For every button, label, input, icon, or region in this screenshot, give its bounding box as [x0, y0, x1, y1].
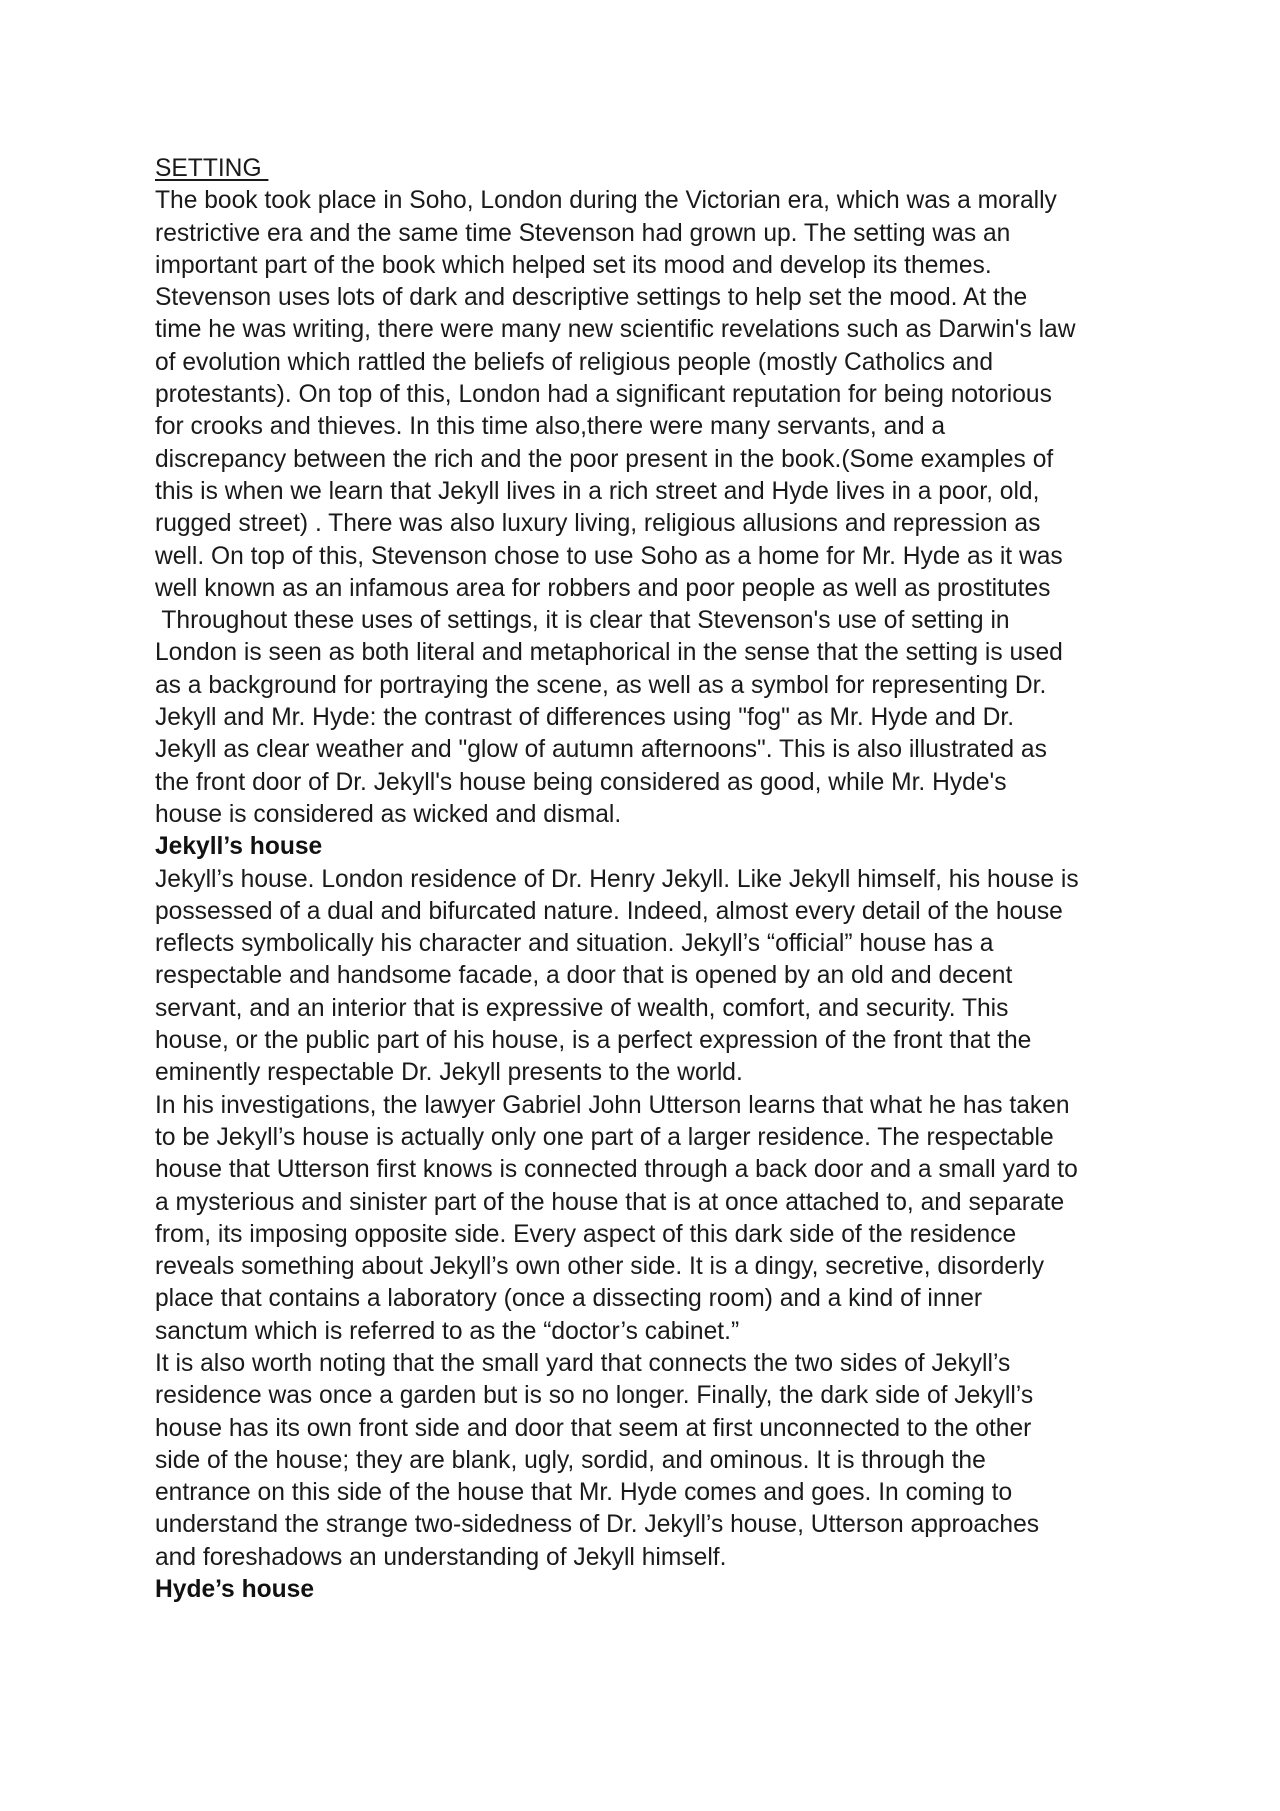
jekyll-house-paragraph: [155, 864, 1155, 1575]
text-line: of evolution which rattled the beliefs of religious people (mostly Catholics and: [155, 348, 994, 376]
text-line: Jekyll as clear weather and "glow of autumn afternoons". This is also illustrated as: [155, 736, 1047, 764]
text-line: respectable and handsome facade, a door that is opened by an old and decent: [155, 962, 1013, 990]
text-line: London is seen as both literal and metaphorical in the sense that the setting is used: [155, 639, 1063, 667]
text-line: discrepancy between the rich and the poor present in the book.(Some examples of: [155, 445, 1054, 473]
text-line: residence was once a garden but is so no longer. Finally, the dark side of Jekyll’s: [155, 1382, 1034, 1410]
text-line: important part of the book which helped set its mood and develop its themes.: [155, 251, 992, 279]
text-line: well. On top of this, Stevenson chose to use Soho as a home for Mr. Hyde as it was: [155, 542, 1063, 570]
text-line: to be Jekyll’s house is actually only one part of a larger residence. The respectable: [155, 1123, 1054, 1151]
text-line: from, its imposing opposite side. Every aspect of this dark side of the residence: [155, 1220, 1017, 1248]
text-line: Jekyll and Mr. Hyde: the contrast of differences using "fog" as Mr. Hyde and Dr.: [155, 704, 1015, 732]
text-line: eminently respectable Dr. Jekyll presents to the world.: [155, 1059, 743, 1087]
text-line: place that contains a laboratory (once a dissecting room) and a kind of inner: [155, 1285, 983, 1313]
text-line: Stevenson uses lots of dark and descriptive settings to help set the mood. At the: [155, 284, 1028, 312]
text-line: well known as an infamous area for robbers and poor people as well as prostitutes: [155, 574, 1051, 602]
hyde-house-heading: Hyde’s house: [155, 1576, 314, 1604]
text-line: and foreshadows an understanding of Jekyll himself.: [155, 1543, 727, 1571]
text-line: a mysterious and sinister part of the house that is at once attached to, and separate: [155, 1188, 1065, 1216]
text-line: the front door of Dr. Jekyll's house being considered as good, while Mr. Hyde's: [155, 768, 1007, 796]
text-line: possessed of a dual and bifurcated nature. Indeed, almost every detail of the house: [155, 897, 1063, 925]
text-line: this is when we learn that Jekyll lives in a rich street and Hyde lives in a poor, old,: [155, 477, 1040, 505]
text-line: for crooks and thieves. In this time also,there were many servants, and a: [155, 413, 946, 441]
text-line: In his investigations, the lawyer Gabriel John Utterson learns that what he has taken: [155, 1091, 1070, 1119]
text-line: It is also worth noting that the small yard that connects the two sides of Jekyll’s: [155, 1349, 1011, 1377]
text-line: understand the strange two-sidedness of Dr. Jekyll’s house, Utterson approaches: [155, 1511, 1040, 1539]
text-line: restrictive era and the same time Stevenson had grown up. The setting was an: [155, 219, 1011, 247]
setting-paragraph: [155, 185, 1155, 831]
text-line: reveals something about Jekyll’s own other side. It is a dingy, secretive, disorderly: [155, 1253, 1044, 1281]
text-line: rugged street) . There was also luxury living, religious allusions and repression as: [155, 510, 1041, 538]
text-line: reflects symbolically his character and situation. Jekyll’s “official” house has a: [155, 930, 994, 958]
text-line: servant, and an interior that is expressive of wealth, comfort, and security. This: [155, 994, 1009, 1022]
text-line: Throughout these uses of settings, it is clear that Stevenson's use of setting in: [155, 607, 1010, 635]
text-line: side of the house; they are blank, ugly, sordid, and ominous. It is through the: [155, 1446, 986, 1474]
setting-heading: SETTING: [155, 155, 269, 182]
text-line: entrance on this side of the house that Mr. Hyde comes and goes. In coming to: [155, 1479, 1013, 1507]
text-line: Jekyll’s house. London residence of Dr. Henry Jekyll. Like Jekyll himself, his house is: [155, 865, 1079, 893]
text-line: as a background for portraying the scene, as well as a symbol for representing Dr.: [155, 671, 1047, 699]
document-page: [155, 153, 1155, 1606]
text-line: sanctum which is referred to as the “doctor’s cabinet.”: [155, 1317, 740, 1345]
text-line: The book took place in Soho, London during the Victorian era, which was a morally: [155, 187, 1057, 215]
text-line: house has its own front side and door that seem at first unconnected to the other: [155, 1414, 1032, 1442]
text-line: house, or the public part of his house, is a perfect expression of the front that the: [155, 1027, 1032, 1055]
text-line: protestants). On top of this, London had a significant reputation for being notorious: [155, 381, 1052, 409]
text-line: house that Utterson first knows is connected through a back door and a small yard to: [155, 1156, 1078, 1184]
text-line: house is considered as wicked and dismal.: [155, 800, 622, 828]
jekyll-house-heading: Jekyll’s house: [155, 833, 323, 861]
text-line: time he was writing, there were many new scientific revelations such as Darwin's law: [155, 316, 1076, 344]
